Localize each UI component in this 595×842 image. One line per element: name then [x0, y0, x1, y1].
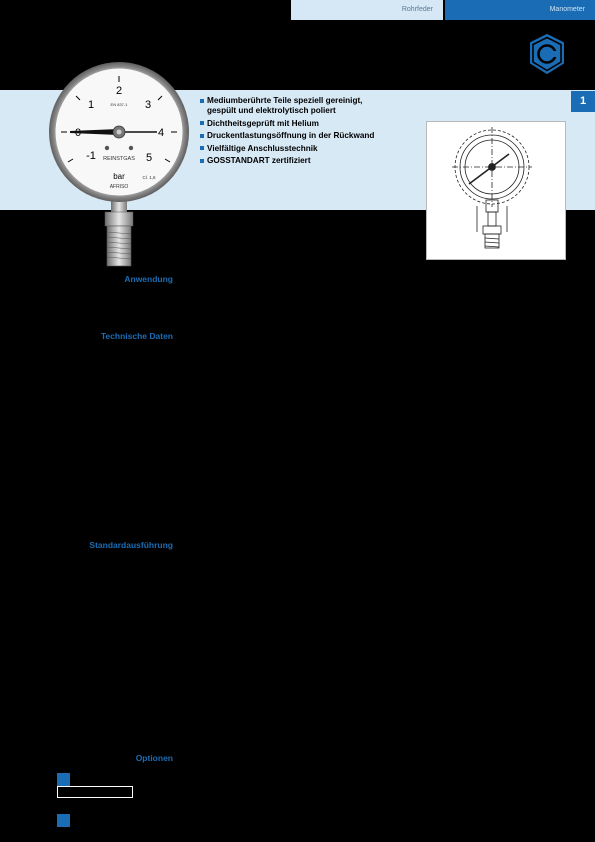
scale-label: -1: [86, 150, 96, 162]
standard-text: EN 837-1: [110, 102, 128, 107]
feature-text: Mediumberührte Teile speziell gereinigt, gespült und elektrolytisch poliert: [207, 96, 363, 115]
tab-rohrfeder[interactable]: Rohrfeder: [291, 0, 443, 20]
section-heading-technische-daten: Technische Daten: [100, 331, 173, 341]
feature-item: [200, 119, 430, 129]
scale-label: 4: [157, 127, 165, 139]
tab-manometer[interactable]: Manometer: [445, 0, 595, 20]
feature-item: [200, 96, 430, 116]
bullet-square-icon: [200, 121, 204, 125]
bullet-square-icon: [200, 146, 204, 150]
technical-drawing: [426, 121, 566, 260]
page-number: 1: [571, 91, 595, 112]
feature-text: Druckentlastungsöffnung in der Rückwand: [207, 131, 375, 140]
bullet-square-icon: [200, 99, 204, 103]
scale-label: 1: [87, 99, 95, 111]
unit-label: bar: [113, 172, 125, 181]
feature-item: [200, 131, 430, 141]
section-heading-optionen: Optionen: [135, 753, 173, 763]
bullet-square-icon: [200, 159, 204, 163]
option-field: [57, 786, 133, 798]
pressure-gauge-image: [45, 62, 195, 267]
section-heading-anwendung: Anwendung: [124, 274, 173, 284]
feature-text: GOSSTANDART zertifiziert: [207, 156, 311, 165]
bullet-square-icon: [200, 134, 204, 138]
feature-item: [200, 144, 430, 154]
option-square-icon: [57, 773, 70, 786]
gost-logo-icon: [525, 32, 569, 76]
feature-text: Dichtheitsgeprüft mit Helium: [207, 118, 319, 128]
feature-list: [200, 96, 430, 169]
feature-item: [200, 156, 430, 166]
scale-label: 2: [115, 85, 123, 97]
gauge-drawing: [427, 122, 565, 259]
brand-text: AFRISO: [109, 184, 129, 190]
class-text: Cl. 1,6: [142, 175, 156, 180]
scale-label: 5: [145, 152, 153, 164]
feature-text: Vielfältige Anschlusstechnik: [207, 143, 318, 153]
dial-text: REINSTGAS: [103, 156, 135, 162]
scale-label: 3: [144, 99, 152, 111]
option-square-icon: [57, 814, 70, 827]
section-heading-standardausfuehrung: Standardausführung: [89, 540, 173, 550]
